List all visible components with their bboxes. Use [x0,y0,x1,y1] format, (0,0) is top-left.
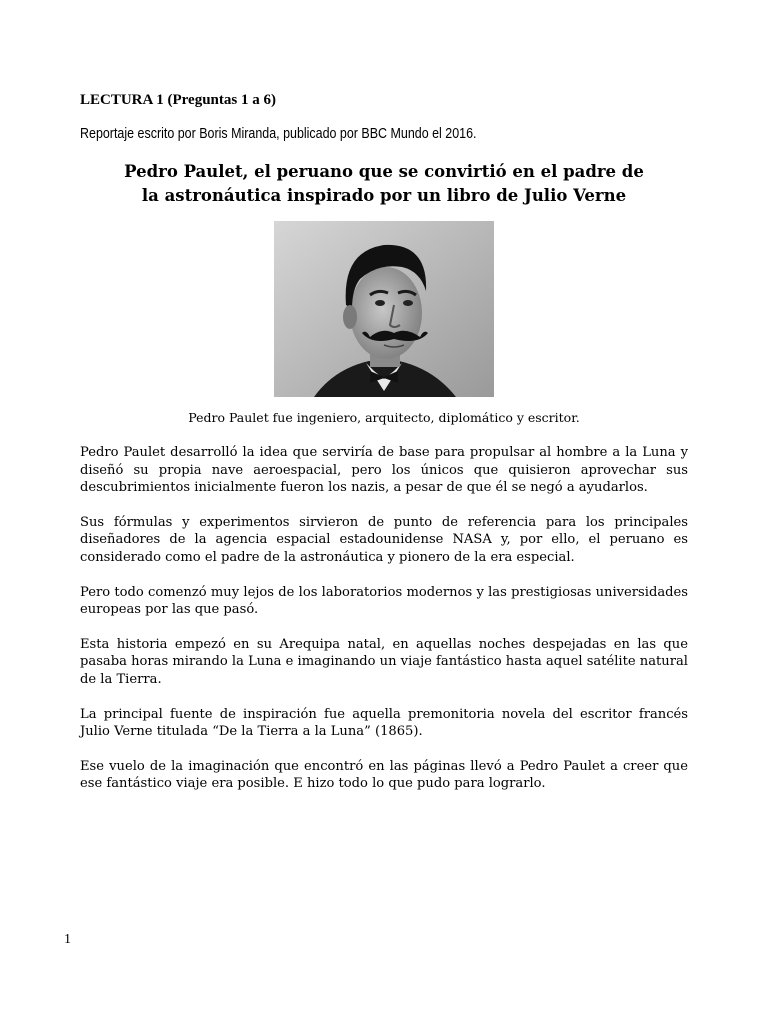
paragraph: Pero todo comenzó muy lejos de los laboratorios modernos y las prestigiosas universidades europeas por las que pasó. [80,584,688,618]
paragraph: Pedro Paulet desarrolló la idea que serviría de base para propulsar al hombre a la Luna y diseñó su propia nave aeroespacial, pero los únicos que quisieron aprovechar sus descubrimientos inicialmente fueron los nazis, a pesar de que él se negó a ayudarlos. [80,445,688,496]
section-heading: LECTURA 1 (Preguntas 1 a 6) [80,92,276,108]
portrait-illustration [274,221,494,397]
portrait-photo [274,221,494,397]
paragraph: La principal fuente de inspiración fue aquella premonitoria novela del escritor francés Julio Verne titulada “De la Tierra a la Luna” (1865). [80,706,688,740]
paragraph: Ese vuelo de la imaginación que encontró en las páginas llevó a Pedro Paulet a creer que ese fantástico viaje era posible. E hizo todo lo que pudo para lograrlo. [80,758,688,792]
byline: Reportaje escrito por Boris Miranda, publicado por BBC Mundo el 2016. [80,126,477,142]
article-title-line-2: la astronáutica inspirado por un libro de Julio Verne [141,186,627,205]
photo-caption: Pedro Paulet fue ingeniero, arquitecto, diplomático y escritor. [188,410,580,425]
page-number: 1 [64,932,71,947]
article-title [80,160,688,208]
article-title-line-1: Pedro Paulet, el peruano que se convirtió en el padre de [124,162,644,181]
paragraph: Sus fórmulas y experimentos sirvieron de punto de referencia para los principales diseñadores de la agencia espacial estadounidense NASA y, por ello, el peruano es considerado como el padre de la astronáutica y pionero de la era especial. [80,514,688,565]
paragraph: Esta historia empezó en su Arequipa natal, en aquellas noches despejadas en las que pasaba horas mirando la Luna e imaginando un viaje fantástico hasta aquel satélite natural de la Tierra. [80,636,688,687]
article-body [80,444,688,810]
